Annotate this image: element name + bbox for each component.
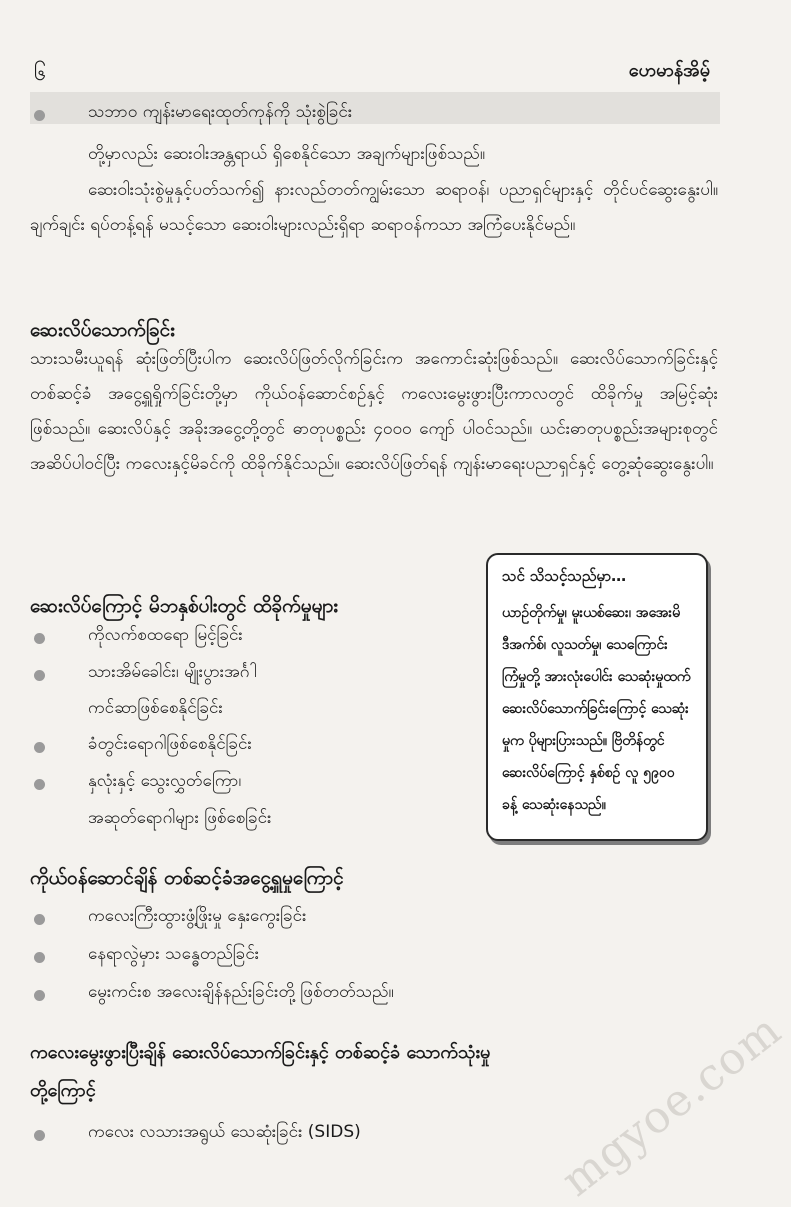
bullet-icon — [34, 914, 45, 925]
intro-bullet-text: သဘာဝ ကျန်းမာရေးထုတ်ကုန်ကို သုံးစွဲခြင်း — [88, 102, 353, 122]
box-line: ဒီအက်စ်၊ လူသတ်မှု၊ သေကြောင်း — [502, 637, 668, 653]
postnatal-heading: ကလေးမွေးဖွားပြီးချိန် ဆေးလိပ်သောက်ခြင်းနှင့် တစ်ဆင့်ခံ သောက်သုံးမှု — [30, 1042, 491, 1063]
running-title: ဟေမာန်အိမ့် — [628, 60, 710, 81]
passive-item: ကလေးကြီးထွားဖွံ့ဖြိုးမှု နှေးကွေးခြင်း — [88, 906, 307, 926]
box-title: သင် သိသင့်သည်မှာ… — [502, 567, 627, 585]
page-number: ၆ — [34, 61, 47, 86]
smoking-heading: ဆေးလိပ်သောက်ခြင်း — [30, 319, 176, 341]
effects-item: သားအိမ်ခေါင်း၊ မျိုးပွားအင်္ဂါ — [88, 662, 257, 682]
bullet-icon — [34, 1130, 45, 1141]
bullet-icon — [34, 742, 45, 753]
box-line: ဆေးလိပ်ကြောင့် နှစ်စဉ် လူ ၅၉၀၀ — [502, 765, 675, 781]
box-line: ကြံမှုတို့ အားလုံးပေါင်း သေဆုံးမှုထက် — [502, 669, 691, 685]
box-line: မှုက ပိုများပြားသည်။ ဗြိတိန်တွင် — [502, 733, 665, 749]
bullet-icon — [34, 990, 45, 1001]
passive-heading: ကိုယ်ဝန်ဆောင်ချိန် တစ်ဆင့်ခံအငွေ့ရှူမှုကြောင့် — [30, 867, 344, 889]
effects-item: ခံတွင်းရောဂါဖြစ်စေနိုင်ခြင်း — [88, 734, 252, 754]
effects-item: နှလုံးနှင့် သွေးလွှတ်ကြော၊ — [88, 771, 242, 791]
box-line: ဆေးလိပ်သောက်ခြင်းကြောင့် သေဆုံး — [502, 701, 689, 717]
effects-heading: ဆေးလိပ်ကြောင့် မိဘနှစ်ပါးတွင် ထိခိုက်မှုများ — [30, 595, 339, 617]
passive-item: မွေးကင်းစ အလေးချိန်နည်းခြင်းတို့ ဖြစ်တတ်သည်။ — [88, 982, 394, 1002]
bullet-icon — [34, 670, 45, 681]
postnatal-item: ကလေး လသားအရွယ် သေဆုံးခြင်း (SIDS) — [88, 1122, 361, 1142]
watermark: mgyoe.com — [552, 1004, 791, 1207]
bullet-icon — [34, 110, 45, 121]
effects-item: ကိုလက်စထရော မြင့်ခြင်း — [88, 625, 243, 645]
did-you-know-box — [486, 553, 708, 841]
box-line: ယာဉ်တိုက်မှု၊ မူးယစ်ဆေး၊ အအေးမိ — [502, 605, 681, 621]
passive-item: နေရာလွဲမှား သန္ဓေတည်ခြင်း — [88, 944, 260, 964]
smoking-paragraph: သားသမီးယူရန် ဆုံးဖြတ်ပြီးပါက ဆေးလိပ်ဖြတ်လိုက်ခြင်းက အကောင်းဆုံးဖြစ်သည်။ ဆေးလိပ်သောက်ခြင်းနှင့် တစ်ဆင့်ခံ အငွေ့ရှူရှိုက်ခြင်းတို့မှာ ကိုယ်ဝန်ဆောင်စဉ်နှင့် ကလေးမွေးဖွားပြီးကာလတွင် ထိခိုက်မှု အမြင့်ဆုံး ဖြစ်သည်။ ဆေးလိပ်နှင့် အခိုးအငွေ့တို့တွင် ဓာတုပစ္စည်း ၄၀၀၀ ကျော် ပါဝင်သည်။ ယင်းဓာတုပစ္စည်းအများစုတွင် အဆိပ်ပါဝင်ပြီး ကလေးနှင့်မိခင်ကို ထိခိုက်နိုင်သည်။ ဆေးလိပ်ဖြတ်ရန် ကျန်းမာရေးပညာရှင်နှင့် တွေ့ဆုံဆွေးနွေးပါ။ — [30, 349, 718, 474]
bullet-icon — [34, 952, 45, 963]
bullet-icon — [34, 779, 45, 790]
intro-line: တို့မှာလည်း ဆေးဝါးအန္တရာယ် ရှိစေနိုင်သော အချက်များဖြစ်သည်။ — [88, 144, 486, 164]
effects-item-continued: အဆုတ်ရောဂါများ ဖြစ်စေခြင်း — [88, 808, 272, 828]
box-line: ခန့် သေဆုံးနေသည်။ — [502, 797, 606, 813]
intro-paragraph: ဆေးဝါးသုံးစွဲမှုနှင့်ပတ်သက်၍ နားလည်တတ်ကျွမ်းသော ဆရာဝန်၊ ပညာရှင်များနှင့် တိုင်ပင်ဆွေးနွေးပါ။ ချက်ချင်း ရပ်တန့်ရန် မသင့်သော ဆေးဝါးများလည်းရှိရာ ဆရာဝန်ကသာ အကြံပေးနိုင်မည်။ — [30, 180, 718, 235]
postnatal-heading-continued: တို့ကြောင့် — [30, 1080, 96, 1101]
effects-item-continued: ကင်ဆာဖြစ်စေနိုင်ခြင်း — [88, 698, 223, 718]
bullet-icon — [34, 633, 45, 644]
